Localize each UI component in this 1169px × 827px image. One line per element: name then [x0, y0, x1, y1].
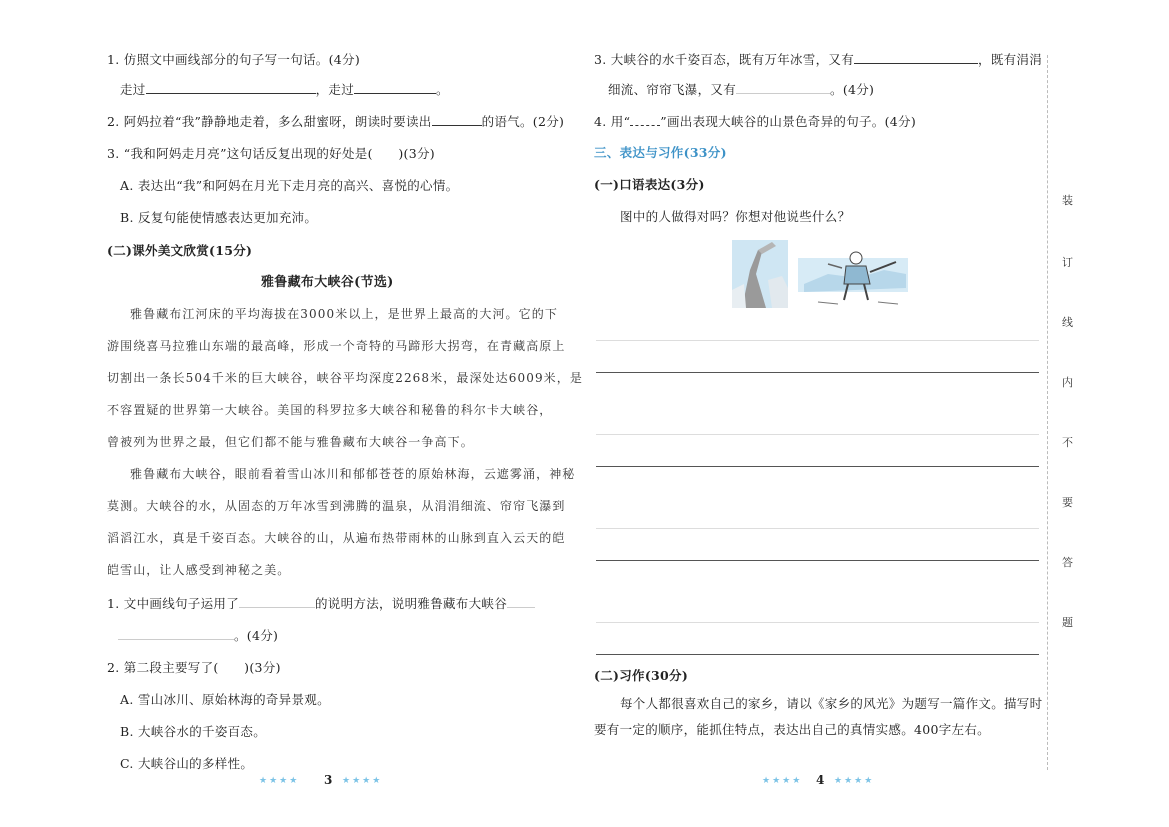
question-3-option-a: A. 表达出“我”和阿妈在月光下走月亮的高兴、喜悦的心情。 [120, 178, 459, 193]
answer-blank[interactable] [507, 596, 535, 608]
page-number: 3 [324, 773, 333, 787]
oral-prompt: 图中的人做得对吗？你想对他说些什么？ [620, 209, 851, 224]
s2-question-4: 4. 用“ ”画出表现大峡谷的山景色奇异的句子。(4分) [594, 114, 916, 129]
binding-char: 答 [1062, 556, 1073, 569]
tree-cutting-illustration [732, 240, 788, 308]
s2-question-1-cont: 。(4分) [118, 628, 278, 644]
binding-char: 装 [1062, 194, 1073, 207]
para-1-line: 曾被列为世界之最，但它们都不能与雅鲁藏布大峡谷一争高下。 [107, 435, 474, 449]
answer-line[interactable] [596, 560, 1039, 561]
s2-question-2-option-a: A. 雪山冰川、原始林海的奇异景观。 [120, 692, 330, 707]
answer-blank[interactable] [118, 628, 234, 640]
left-page [0, 0, 584, 827]
answer-blank[interactable] [432, 114, 482, 126]
question-1-answer-row: 走过 ，走过 。 [120, 82, 449, 97]
para-1-line: 不容置疑的世界第一大峡谷。美国的科罗拉多大峡谷和秘鲁的科尔卡大峡谷， [107, 403, 553, 417]
binding-char: 订 [1062, 256, 1073, 269]
para-1-line: 游围绕喜马拉雅山东端的最高峰，形成一个奇特的马蹄形大拐弯，在青藏高原上 [107, 339, 566, 353]
para-2-line: 滔滔江水，真是千姿百态。大峡谷的山，从遍布热带雨林的山脉到直入云天的皑 [107, 531, 566, 545]
writing-title: (二)习作(30分) [594, 668, 689, 683]
s2-question-3: 3. 大峡谷的水千姿百态，既有万年冰雪，又有 ，既有涓涓 [594, 52, 1043, 67]
article-title: 雅鲁藏布大峡谷(节选) [261, 275, 394, 290]
star-decoration: ★★★★ [342, 776, 383, 786]
question-1: 1. 仿照文中画线部分的句子写一句话。(4分) [107, 52, 361, 67]
para-1-line: 切割出一条长504千米的巨大峡谷，峡谷平均深度2268米，最深处达6009米，是 [107, 371, 583, 385]
s2-question-2-option-c: C. 大峡谷山的多样性。 [120, 756, 254, 771]
question-3: 3. “我和阿妈走月亮”这句话反复出现的好处是( )(3分) [107, 146, 435, 161]
page-number: 4 [816, 773, 825, 787]
answer-line[interactable] [596, 654, 1039, 655]
para-1-line: 雅鲁藏布江河床的平均海拔在3000米以上，是世界上最高的大河。它的下 [130, 307, 558, 321]
answer-blank[interactable] [239, 596, 315, 608]
binding-char: 不 [1062, 436, 1073, 449]
answer-line[interactable] [596, 434, 1039, 435]
binding-char: 内 [1062, 376, 1073, 389]
question-3-option-b: B. 反复句能使情感表达更加充沛。 [120, 210, 318, 225]
section-2-title: (二)课外美文欣赏(15分) [107, 243, 253, 258]
s2-question-2: 2. 第二段主要写了( )(3分) [107, 660, 281, 675]
answer-line[interactable] [596, 466, 1039, 467]
answer-line[interactable] [596, 622, 1039, 623]
answer-blank[interactable] [854, 52, 978, 64]
wavy-line-sample [630, 114, 660, 126]
writing-prompt-line: 要有一定的顺序，能抓住特点，表达出自己的真情实感。400字左右。 [594, 722, 990, 737]
answer-line[interactable] [596, 528, 1039, 529]
binding-char: 线 [1062, 316, 1073, 329]
binding-line [1047, 55, 1048, 770]
oral-title: (一)口语表达(3分) [594, 177, 705, 192]
star-decoration: ★★★★ [834, 776, 875, 786]
s2-question-2-option-b: B. 大峡谷水的千姿百态。 [120, 724, 267, 739]
answer-blank[interactable] [146, 82, 316, 94]
para-2-line: 皑雪山，让人感受到神秘之美。 [107, 563, 291, 577]
answer-blank[interactable] [354, 82, 436, 94]
writing-prompt-line: 每个人都很喜欢自己的家乡，请以《家乡的风光》为题写一篇作文。描写时 [620, 696, 1043, 711]
para-2-line: 雅鲁藏布大峡谷，眼前看着雪山冰川和郁郁苍苍的原始林海，云遮雾涌，神秘 [130, 467, 576, 481]
answer-blank[interactable] [736, 82, 830, 94]
para-2-line: 莫测。大峡谷的水，从固态的万年冰雪到沸腾的温泉，从涓涓细流、帘帘飞瀑到 [107, 499, 566, 513]
person-cutting-illustration [798, 244, 908, 308]
section-3-title: 三、表达与习作(33分) [594, 145, 727, 160]
s2-question-3-cont: 细流、帘帘飞瀑，又有 。(4分) [608, 82, 875, 97]
answer-line[interactable] [596, 340, 1039, 341]
star-decoration: ★★★★ [762, 776, 803, 786]
s2-question-1: 1. 文中画线句子运用了 的说明方法，说明雅鲁藏布大峡谷 [107, 596, 535, 612]
answer-line[interactable] [596, 372, 1039, 373]
binding-char: 要 [1062, 496, 1073, 509]
binding-char: 题 [1062, 616, 1073, 629]
right-page [584, 0, 1169, 827]
question-2: 2. 阿妈拉着“我”静静地走着，多么甜蜜呀，朗读时要读出 的语气。(2分) [107, 114, 565, 129]
star-decoration: ★★★★ [259, 776, 300, 786]
